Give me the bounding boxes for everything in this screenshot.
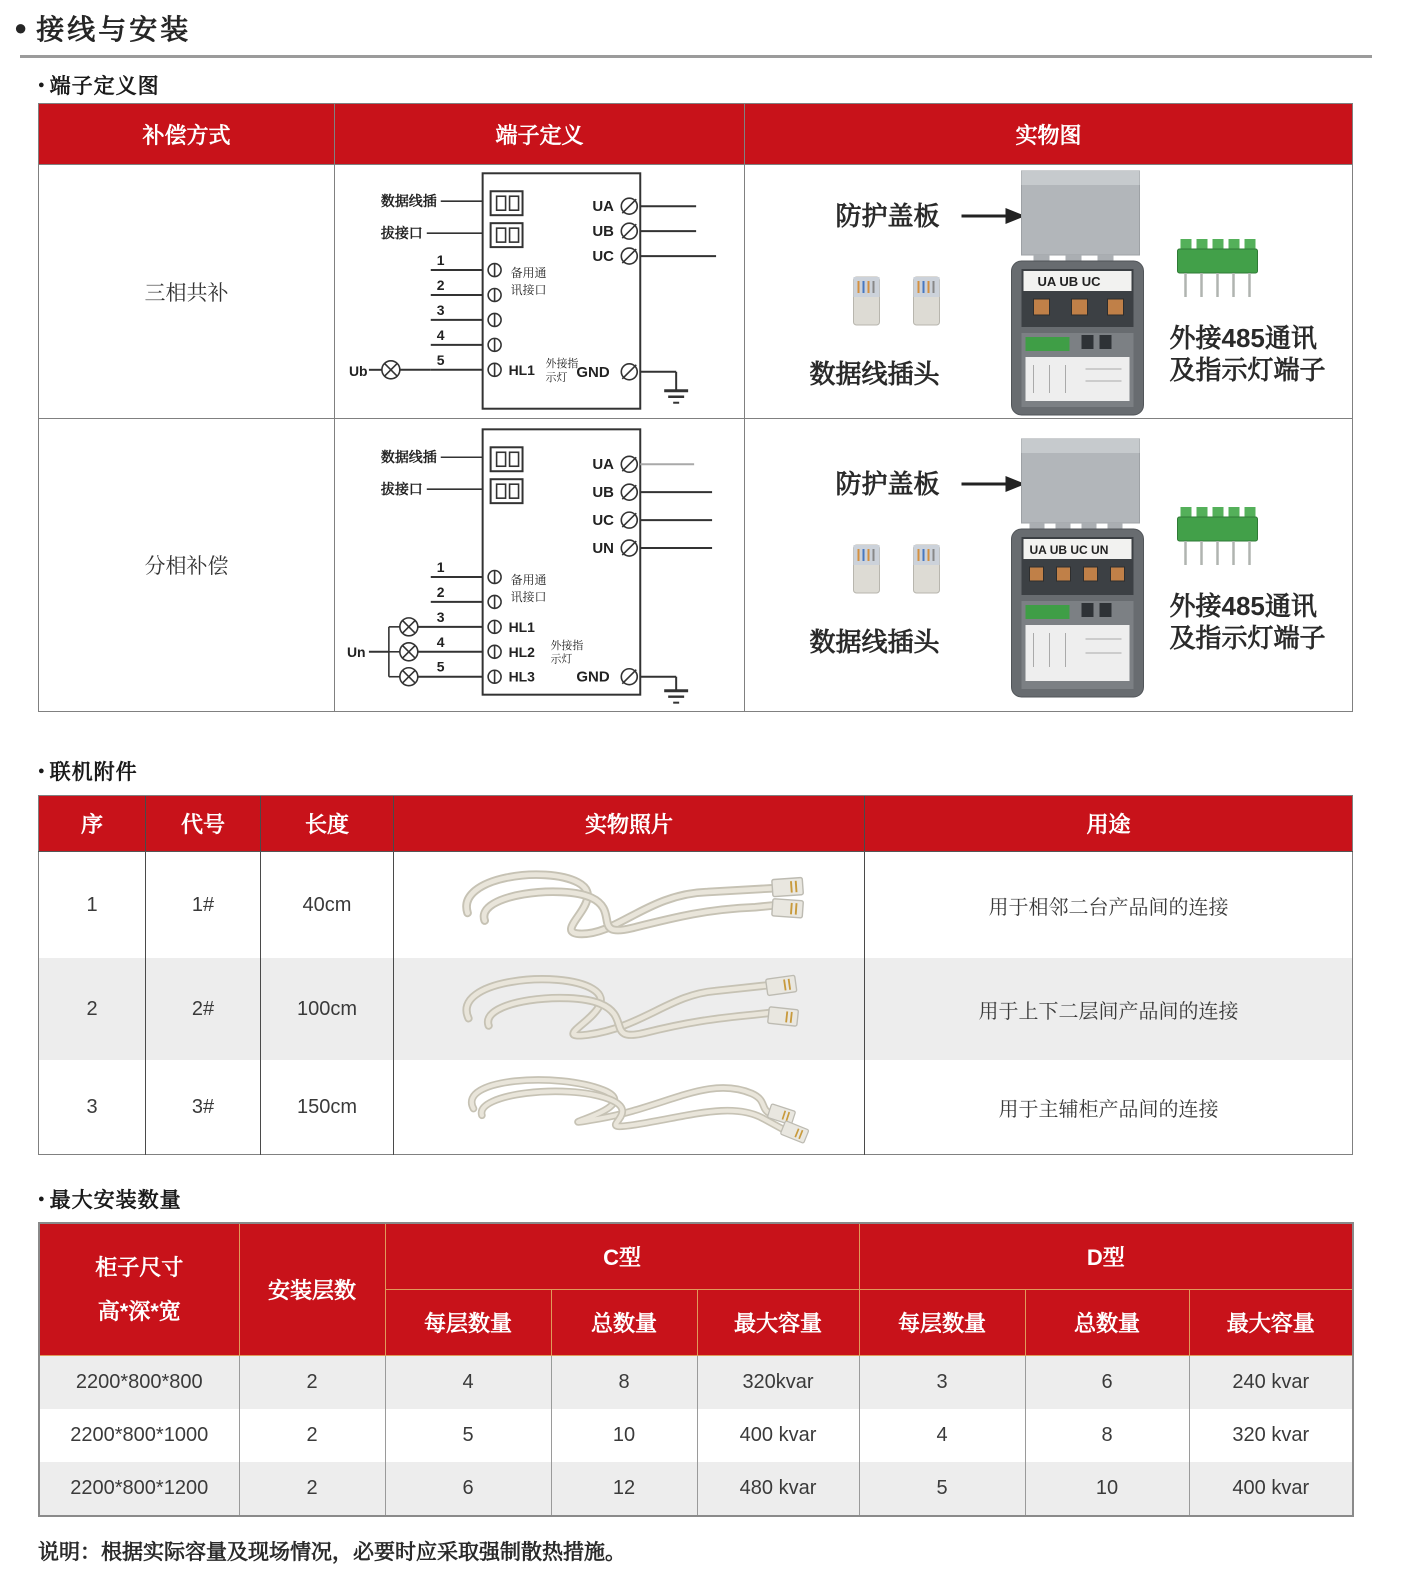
table-header-row xyxy=(39,796,1353,852)
cell-code: 2# xyxy=(146,958,261,1060)
cell-d-per-layer: 5 xyxy=(859,1462,1025,1516)
pin-1: 1 xyxy=(436,252,445,269)
cell-d-max: 320 kvar xyxy=(1189,1409,1353,1462)
product-photo-3phase xyxy=(745,165,1352,418)
cell-seq: 1 xyxy=(86,893,98,916)
max-install-table xyxy=(38,1222,1354,1517)
label-plug-port: 拔接口 xyxy=(380,225,423,242)
cell-d-total: 6 xyxy=(1025,1356,1189,1410)
label-data-plug: 数据线插 xyxy=(380,449,437,466)
label-protective-cover: 防护盖板 xyxy=(835,469,940,499)
cell-d-per-layer: 3 xyxy=(859,1356,1025,1410)
col-header-terminal-definition: 端子定义 xyxy=(335,104,745,165)
label-485-comm-1: 外接485通讯 xyxy=(1169,323,1317,353)
rs485-terminal-icon xyxy=(1178,239,1258,297)
cell-c-max: 320kvar xyxy=(697,1356,859,1410)
cell-layers: 2 xyxy=(239,1409,385,1462)
col-header-code: 代号 xyxy=(146,796,261,852)
cell-d-total: 10 xyxy=(1025,1462,1189,1516)
page-title xyxy=(14,8,191,48)
cell-use: 用于主辅柜产品间的连接 xyxy=(865,1060,1353,1155)
cell-product-photo xyxy=(745,419,1353,712)
label-hl1: HL1 xyxy=(508,618,535,635)
cell-c-per-layer: 6 xyxy=(385,1462,551,1516)
col-header-use: 用途 xyxy=(865,796,1353,852)
table-header-row xyxy=(39,104,1353,165)
col-group-c-type: C型 xyxy=(385,1223,859,1290)
cell-length: 100cm xyxy=(261,958,394,1060)
table-row xyxy=(39,1462,1353,1516)
cell-seq: 3 xyxy=(86,1095,98,1118)
label-ub: UB xyxy=(592,223,614,241)
label-ua: UA xyxy=(592,456,614,474)
device-terminal-strip-label: UA UB UC UN xyxy=(1029,543,1109,557)
cell-length: 150cm xyxy=(261,1060,394,1155)
label-plug-port: 拔接口 xyxy=(380,481,423,498)
label-ub-source: Ub xyxy=(348,362,368,379)
cell-wiring-diagram xyxy=(335,165,745,419)
cell-code: 3# xyxy=(146,1060,261,1155)
label-ext-indicator-2: 示灯 xyxy=(545,371,568,384)
col-header-layers: 安装层数 xyxy=(239,1223,385,1356)
section-heading-terminal-definition: ● 端子定义图 xyxy=(38,75,160,98)
label-data-cable-plug: 数据线插头 xyxy=(809,359,940,389)
table-row xyxy=(39,165,1353,419)
label-hl3: HL3 xyxy=(508,668,535,685)
label-ext-indicator-1: 外接指 xyxy=(550,639,584,652)
label-spare-comm-1: 备用通 xyxy=(510,572,547,587)
cell-c-total: 8 xyxy=(551,1356,697,1410)
col-header-d-max-capacity: 最大容量 xyxy=(1189,1290,1353,1356)
wiring-diagram-splitphase xyxy=(335,419,744,711)
label-uc: UC xyxy=(592,248,614,266)
cell-size: 2200*800*800 xyxy=(75,1371,203,1393)
cell-c-total: 12 xyxy=(551,1462,697,1516)
rs485-terminal-icon xyxy=(1178,507,1258,565)
cell-use: 用于相邻二台产品间的连接 xyxy=(865,852,1353,959)
cell-cable-photo xyxy=(394,1060,865,1155)
cell-mode: 三相共补 xyxy=(39,165,335,419)
cell-cable-photo xyxy=(394,958,865,1060)
pin-5: 5 xyxy=(436,351,445,368)
col-header-seq: 序 xyxy=(39,796,146,852)
pin-1: 1 xyxy=(436,558,445,575)
label-spare-comm-2: 讯接口 xyxy=(510,589,547,604)
cell-c-max: 480 kvar xyxy=(697,1462,859,1516)
section-bullet-icon: ● xyxy=(38,765,46,777)
cell-length: 40cm xyxy=(261,852,394,959)
device-terminal-strip-label: UA UB UC xyxy=(1037,274,1101,289)
col-header-cabinet-size: 柜子尺寸 高*深*宽 xyxy=(39,1223,239,1356)
cell-size: 2200*800*1200 xyxy=(70,1477,209,1499)
label-un-source: Un xyxy=(346,643,366,660)
label-data-plug: 数据线插 xyxy=(380,193,437,210)
table-row xyxy=(39,1409,1353,1462)
cable-photo-icon xyxy=(394,958,864,1054)
col-header-c-max-capacity: 最大容量 xyxy=(697,1290,859,1356)
label-ext-indicator-2: 示灯 xyxy=(550,653,573,666)
pin-3: 3 xyxy=(436,608,445,625)
cell-code: 1# xyxy=(146,852,261,959)
table-row xyxy=(39,958,1353,1060)
cell-product-photo xyxy=(745,165,1353,419)
section-bullet-icon: ● xyxy=(38,1193,46,1205)
label-spare-comm-2: 讯接口 xyxy=(510,282,547,297)
label-gnd: GND xyxy=(576,668,610,686)
accessories-table xyxy=(38,795,1353,1155)
section-heading-max-install: ● 最大安装数量 xyxy=(38,1189,182,1212)
col-header-length: 长度 xyxy=(261,796,394,852)
pin-2: 2 xyxy=(436,583,445,600)
cell-wiring-diagram xyxy=(335,419,745,712)
label-485-comm-2: 及指示灯端子 xyxy=(1169,623,1326,653)
cell-d-per-layer: 4 xyxy=(859,1409,1025,1462)
cell-c-per-layer: 5 xyxy=(385,1409,551,1462)
footer-note: 说明：根据实际容量及现场情况，必要时应采取强制散热措施。 xyxy=(38,1541,626,1564)
cell-c-max: 400 kvar xyxy=(697,1409,859,1462)
label-data-cable-plug: 数据线插头 xyxy=(809,627,940,657)
col-header-d-per-layer: 每层数量 xyxy=(859,1290,1025,1356)
cell-d-max: 240 kvar xyxy=(1189,1356,1353,1410)
cell-use: 用于上下二层间产品间的连接 xyxy=(865,958,1353,1060)
product-photo-splitphase xyxy=(745,419,1352,711)
table-row xyxy=(39,419,1353,712)
cell-d-total: 8 xyxy=(1025,1409,1189,1462)
table-row xyxy=(39,1060,1353,1155)
col-group-d-type: D型 xyxy=(859,1223,1353,1290)
label-hl2: HL2 xyxy=(508,643,535,660)
terminal-definition-table xyxy=(38,103,1353,712)
rj-plug-icon xyxy=(914,545,940,593)
table-header-row xyxy=(39,1223,1353,1290)
pin-5: 5 xyxy=(436,658,445,675)
label-hl1: HL1 xyxy=(508,361,535,378)
label-ub: UB xyxy=(592,484,614,502)
capacitor-device-icon xyxy=(1012,261,1144,415)
section-bullet-icon: ● xyxy=(38,79,46,91)
pin-3: 3 xyxy=(436,301,445,318)
table-row xyxy=(39,1356,1353,1410)
cell-d-max: 400 kvar xyxy=(1189,1462,1353,1516)
pin-4: 4 xyxy=(436,326,445,343)
title-divider xyxy=(20,55,1372,58)
page-title-text: 接线与安装 xyxy=(36,14,192,45)
col-header-product-photo: 实物图 xyxy=(745,104,1353,165)
col-header-c-total: 总数量 xyxy=(551,1290,697,1356)
col-header-d-total: 总数量 xyxy=(1025,1290,1189,1356)
cell-layers: 2 xyxy=(239,1356,385,1410)
cell-layers: 2 xyxy=(239,1462,385,1516)
rj-plug-icon xyxy=(854,545,880,593)
label-ua: UA xyxy=(592,198,614,216)
label-ext-indicator-1: 外接指 xyxy=(545,357,579,370)
col-header-c-per-layer: 每层数量 xyxy=(385,1290,551,1356)
pin-4: 4 xyxy=(436,633,445,650)
label-uc: UC xyxy=(592,512,614,530)
label-spare-comm-1: 备用通 xyxy=(510,266,547,281)
cell-c-total: 10 xyxy=(551,1409,697,1462)
col-header-photo: 实物照片 xyxy=(394,796,865,852)
label-protective-cover: 防护盖板 xyxy=(835,201,940,231)
cell-mode: 分相补偿 xyxy=(39,419,335,712)
section-heading-accessories: ● 联机附件 xyxy=(38,761,138,784)
rj-plug-icon xyxy=(854,277,880,325)
title-bullet-icon: ● xyxy=(14,15,28,40)
rj-plug-icon xyxy=(914,277,940,325)
label-un: UN xyxy=(592,540,614,558)
label-gnd: GND xyxy=(576,363,610,381)
cable-photo-icon xyxy=(394,852,864,952)
cell-c-per-layer: 4 xyxy=(385,1356,551,1410)
cell-cable-photo xyxy=(394,852,865,959)
cable-photo-icon xyxy=(394,1060,864,1148)
table-row xyxy=(39,852,1353,959)
pin-2: 2 xyxy=(436,277,445,294)
cell-seq: 2 xyxy=(86,997,98,1020)
wiring-diagram-3phase xyxy=(335,165,744,418)
label-485-comm-1: 外接485通讯 xyxy=(1169,591,1317,621)
label-485-comm-2: 及指示灯端子 xyxy=(1169,355,1326,385)
col-header-compensation-mode: 补偿方式 xyxy=(39,104,335,165)
capacitor-device-icon xyxy=(1012,529,1144,697)
cell-size: 2200*800*1000 xyxy=(70,1424,209,1446)
